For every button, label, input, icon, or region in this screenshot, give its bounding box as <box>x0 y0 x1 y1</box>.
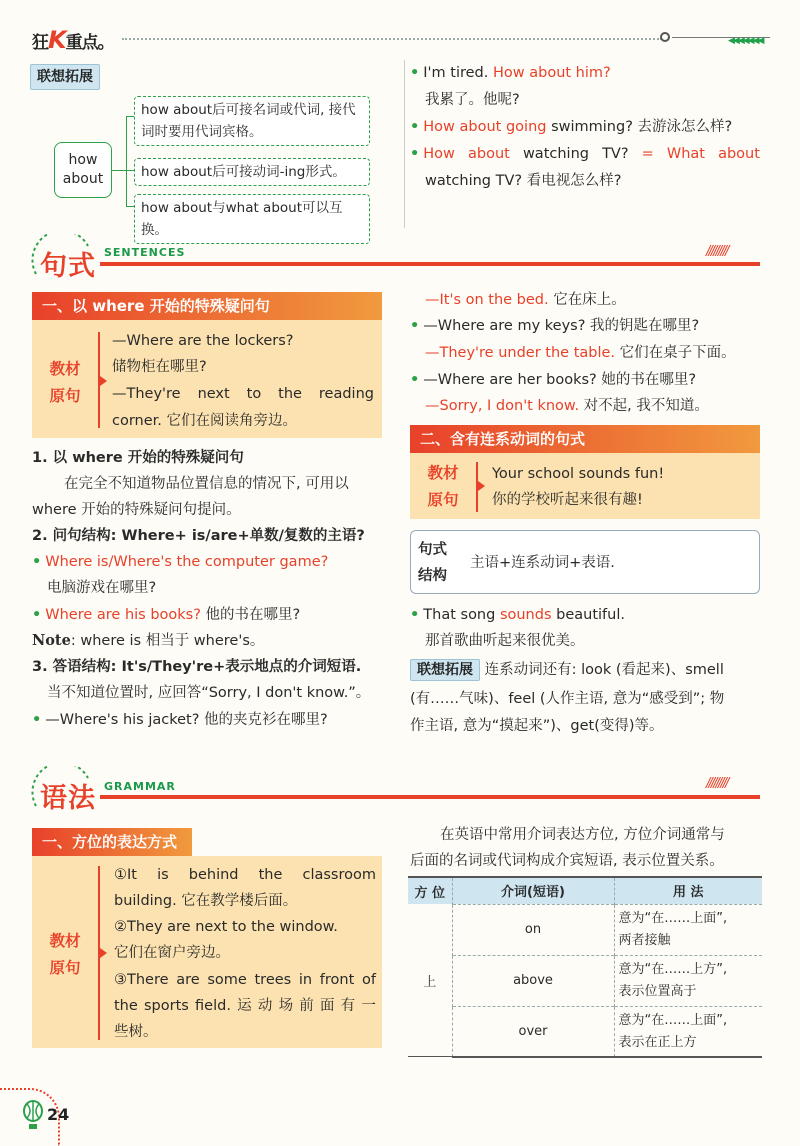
panel-arrow-icon <box>478 481 485 491</box>
panel-line: Your school sounds fun! <box>492 466 665 482</box>
table-header-row <box>408 878 762 904</box>
example-line: —Sorry, I don't know. 对不起, 我不知道。 <box>425 398 709 414</box>
table-header: 方 位 <box>408 878 452 904</box>
page-number: 24 <box>47 1105 70 1124</box>
example-line: —They're under the table. 它们在桌子下面。 <box>425 345 736 361</box>
structure-label: 句式 结构 <box>418 542 447 584</box>
bullet-icon: • <box>410 65 420 81</box>
table-cell-prep: above <box>452 955 614 1006</box>
panel-line: ③There are some trees in front of <box>114 972 376 988</box>
brand-logo: 狂K重点。 <box>32 26 114 54</box>
panel-title: 一、以 where 开始的特殊疑问句 <box>32 292 382 320</box>
table-row <box>408 904 762 955</box>
body-text: 在英语中常用介词表达方位, 方位介词通常与 <box>440 827 725 843</box>
textbook-label: 教材 原句 <box>49 932 81 977</box>
panel-line: ②They are next to the window. <box>114 919 338 935</box>
mindmap-connector <box>126 116 134 117</box>
example-line: • How about going swimming? 去游泳怎么样? <box>410 119 733 135</box>
example-line: —It's on the bed. 它在床上。 <box>425 292 626 308</box>
balloon-icon <box>22 1100 44 1130</box>
mindmap-root: how about <box>54 142 112 198</box>
panel-line: 储物柜在哪里? <box>112 359 207 375</box>
section-subtitle: SENTENCES <box>104 246 186 259</box>
example-translation: 电脑游戏在哪里? <box>47 580 157 596</box>
association-line: 联想拓展 连系动词还有: look (看起来)、smell <box>410 657 724 683</box>
mindmap-connector <box>126 116 127 206</box>
panel-line: ①It is behind the classroom <box>114 867 376 883</box>
table-cell-prep: over <box>452 1006 614 1057</box>
column-divider <box>404 60 405 228</box>
example-line: • —Where are my keys? 我的钥匙在哪里? <box>410 318 700 334</box>
header-arrows-icon: ◀◀◀◀◀◀◀ <box>728 36 763 46</box>
section-rule <box>100 262 760 266</box>
example-line: • —Where are her books? 她的书在哪里? <box>410 372 697 388</box>
example-translation: 那首歌曲听起来很优美。 <box>425 633 585 649</box>
structure-text: 主语+连系动词+表语. <box>470 555 615 571</box>
bullet-icon: • <box>410 146 420 162</box>
table-cell-usage: 意为“在……上面”, 表示在正上方 <box>614 1006 762 1057</box>
example-line: • How about watching TV? = What about <box>410 146 760 162</box>
example-line: • I'm tired. How about him? <box>410 65 611 81</box>
point-heading: 1. 以 where 开始的特殊疑问句 <box>32 450 244 466</box>
body-text: where 开始的特殊疑问句提问。 <box>32 502 241 518</box>
textbook-label: 教材 原句 <box>427 464 459 509</box>
table-row <box>408 1006 762 1057</box>
mindmap-branch-2: how about后可接动词-ing形式。 <box>134 158 370 186</box>
mindmap-connector <box>112 170 126 171</box>
example-line: • Where are his books? 他的书在哪里? <box>32 607 301 623</box>
panel-title: 二、含有连系动词的句式 <box>410 425 760 453</box>
table-cell-usage: 意为“在……上面”, 两者接触 <box>614 904 762 955</box>
panel-line: 你的学校听起来很有趣! <box>492 492 643 508</box>
mindmap-branch-3: how about与what about可以互换。 <box>134 194 370 244</box>
textbook-label: 教材 原句 <box>49 360 81 405</box>
bullet-icon: • <box>410 372 420 388</box>
table-bottom-rule <box>408 1056 762 1057</box>
panel-title: 一、方位的表达方式 <box>32 828 192 856</box>
section-hatch: ///////// <box>706 776 728 791</box>
example-line: • That song sounds beautiful. <box>410 607 625 623</box>
bullet-icon: • <box>32 554 42 570</box>
note-line: Note: where is 相当于 where's。 <box>32 632 265 649</box>
table-header: 介词(短语) <box>452 878 614 904</box>
panel-line: 它们在窗户旁边。 <box>114 945 230 961</box>
example-line: watching TV? 看电视怎么样? <box>425 173 622 189</box>
section-subtitle: GRAMMAR <box>104 780 176 793</box>
bullet-icon: • <box>32 712 42 728</box>
mindmap-connector <box>126 206 134 207</box>
header-circle-icon <box>660 32 670 42</box>
bullet-icon: • <box>410 119 420 135</box>
association-tag: 联想拓展 <box>410 659 480 681</box>
body-text: 后面的名词或代词构成介宾短语, 表示位置关系。 <box>410 853 724 869</box>
panel-arrow-icon <box>100 948 107 958</box>
mindmap-branch-1: how about后可接名词或代词, 接代 词时要用代词宾格。 <box>134 96 370 146</box>
table-header: 用 法 <box>614 878 762 904</box>
section-title-sentences: 句式 <box>40 251 96 282</box>
example-line: • Where is/Where's the computer game? <box>32 554 329 570</box>
section-title-grammar: 语法 <box>40 783 96 814</box>
table-row <box>408 955 762 1006</box>
mindmap-connector <box>126 170 134 171</box>
bullet-icon: • <box>410 607 420 623</box>
bullet-icon: • <box>32 607 42 623</box>
point-heading: 3. 答语结构: It's/They're+表示地点的介词短语. <box>32 659 362 675</box>
body-text: 当不知道位置时, 应回答“Sorry, I don't know.”。 <box>47 685 371 701</box>
header-dotted-line <box>122 38 662 40</box>
table-cell-position: 上 <box>423 975 437 990</box>
panel-line: corner. 它们在阅读角旁边。 <box>112 413 298 429</box>
bullet-icon: • <box>410 318 420 334</box>
panel-line: —They're next to the reading <box>112 386 374 402</box>
point-heading: 2. 问句结构: Where+ is/are+单数/复数的主语? <box>32 528 365 544</box>
panel-line: 些树。 <box>114 1024 158 1040</box>
panel-line: building. 它在教学楼后面。 <box>114 893 298 909</box>
table-cell-prep: on <box>452 904 614 955</box>
preposition-table <box>408 878 762 1058</box>
table-cell-usage: 意为“在……上方”, 表示位置高于 <box>614 955 762 1006</box>
body-text: 在完全不知道物品位置信息的情况下, 可用以 <box>64 476 349 492</box>
panel-line: the sports field. 运 动 场 前 面 有 一 <box>114 998 376 1014</box>
example-line: • —Where's his jacket? 他的夹克衫在哪里? <box>32 712 328 728</box>
section-hatch: ///////// <box>706 244 728 259</box>
association-tag: 联想拓展 <box>30 64 100 90</box>
body-text: 作主语, 意为“摸起来”)、get(变得)等。 <box>410 718 664 734</box>
body-text: (有……气味)、feel (人作主语, 意为“感受到”; 物 <box>410 691 725 707</box>
panel-arrow-icon <box>100 376 107 386</box>
example-translation: 我累了。他呢? <box>425 92 520 108</box>
panel-line: —Where are the lockers? <box>112 333 294 349</box>
section-rule <box>100 795 760 799</box>
